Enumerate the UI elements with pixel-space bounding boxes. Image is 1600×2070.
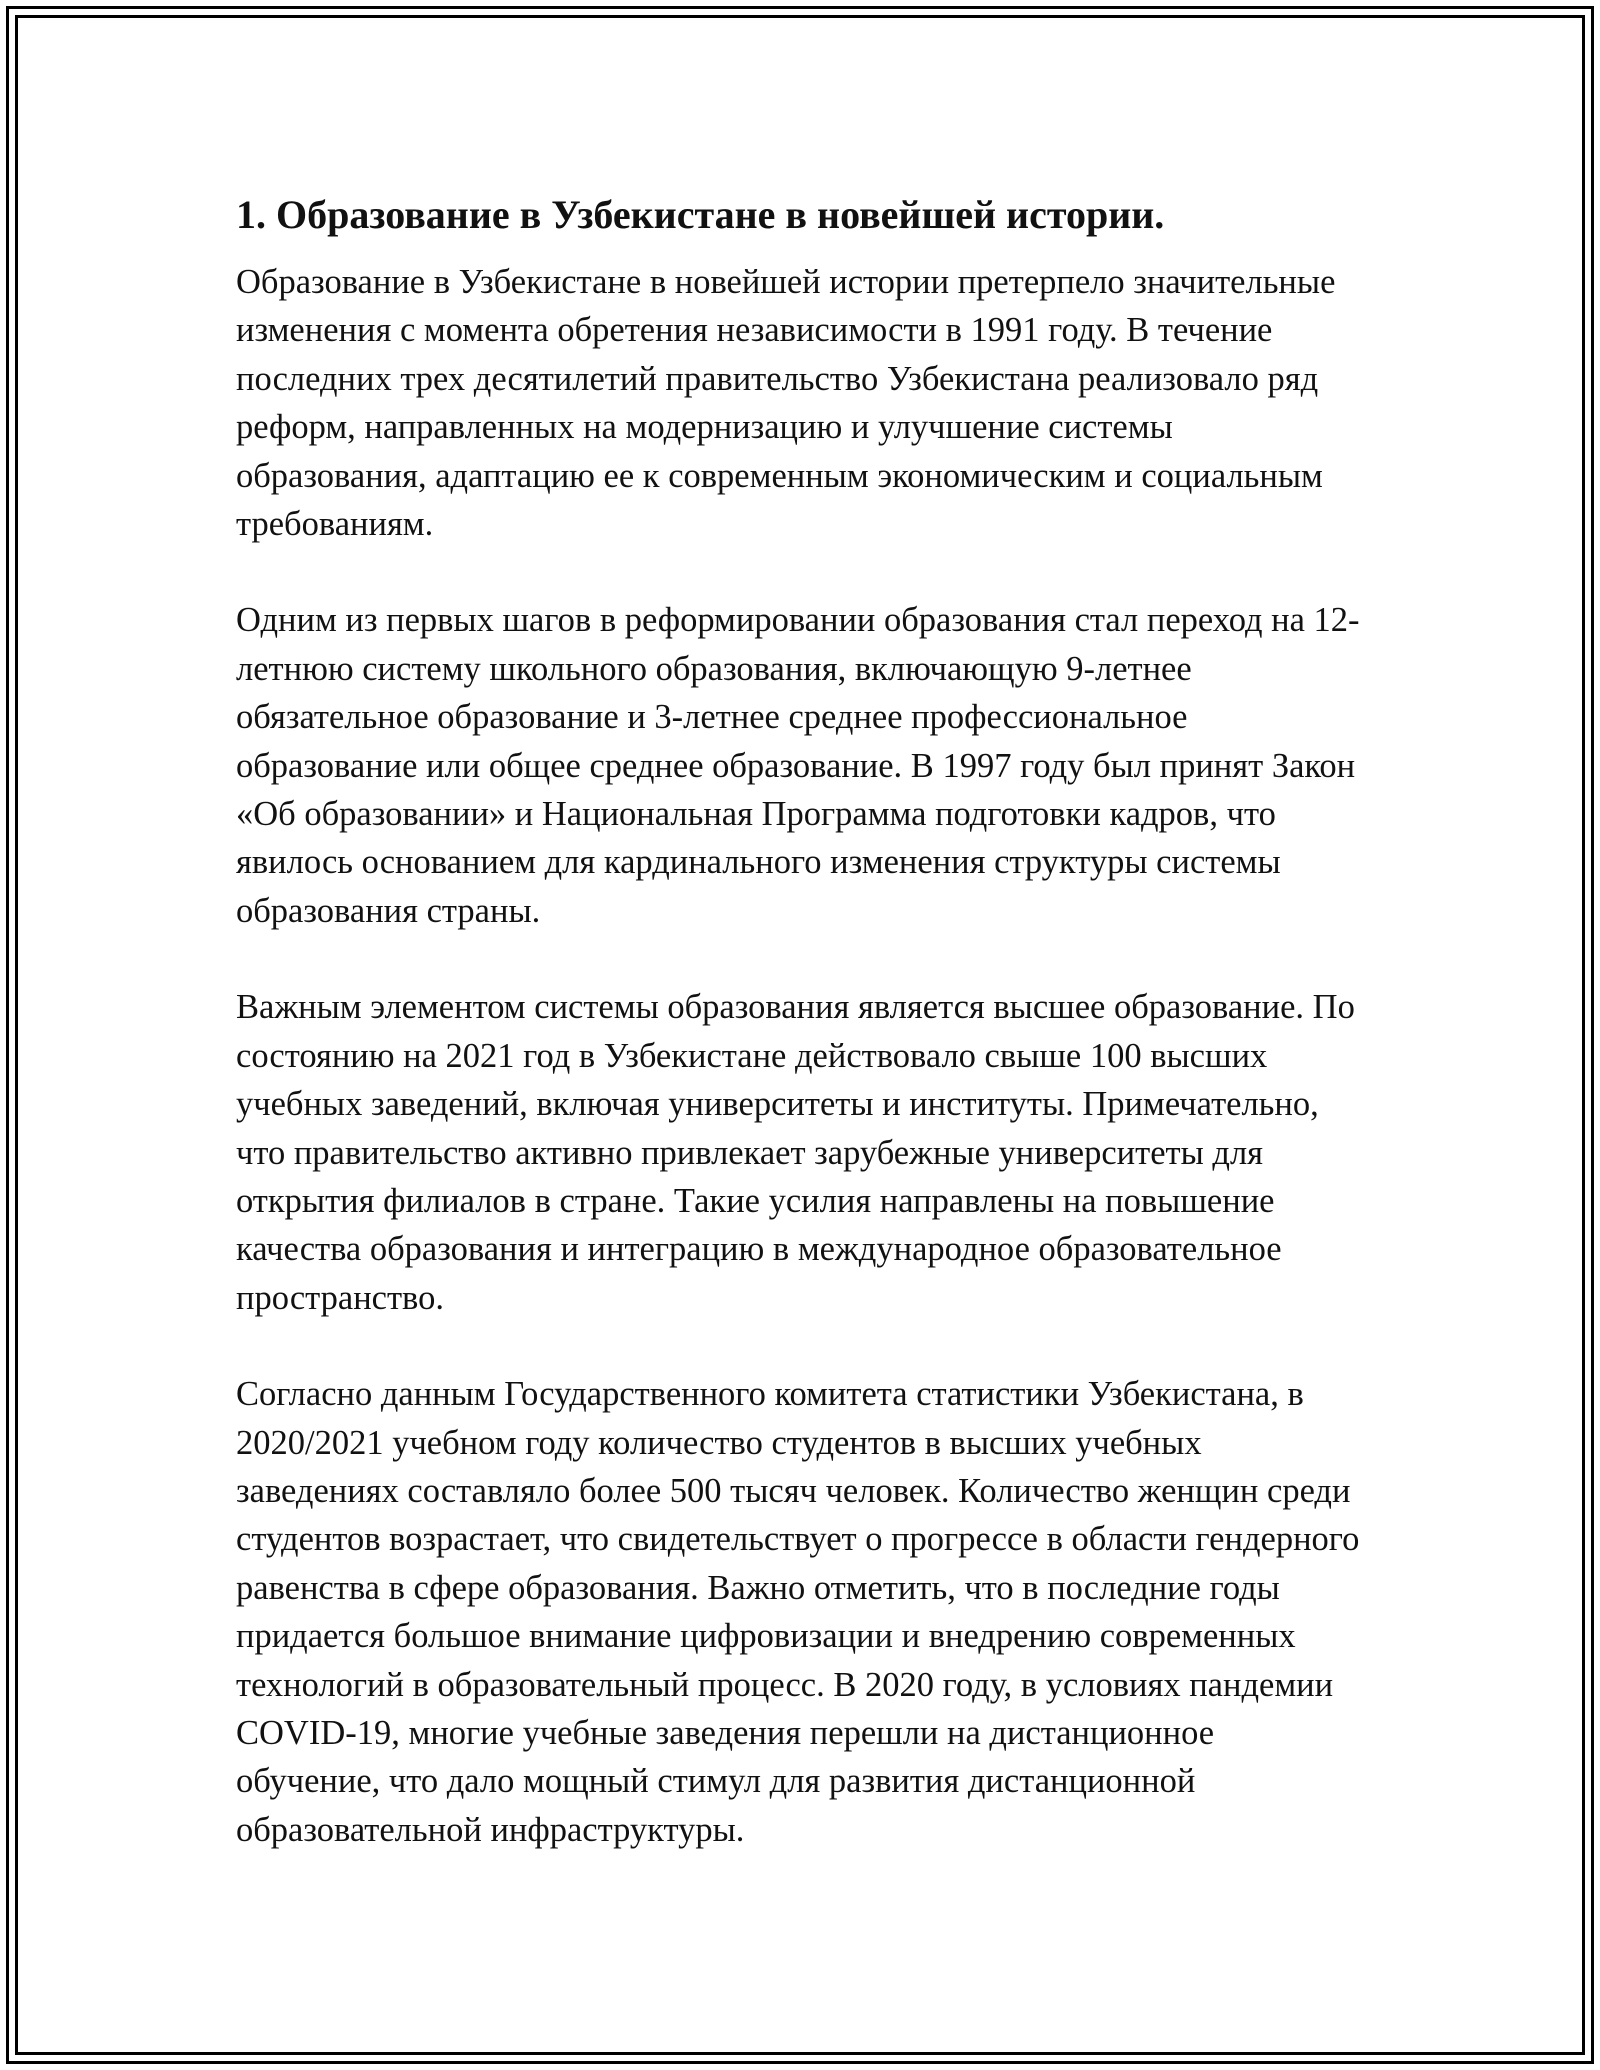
paragraph-statistics: Согласно данным Государственного комитета статистики Узбекистана, в 2020/2021 учебном году количество студентов в высших учебных заведениях составляло более 500 тысяч человек. Количество женщин среди студентов возрастает, что свидетельствует о прогрессе в области гендерного равенства в сфере образования. Важно отметить, что в последние годы придается большое внимание цифровизации и внедрению современных технологий в образовательный процесс. В 2020 году, в условиях пандемии COVID-19, многие учебные заведения перешли на дистанционное обучение, что дало мощный стимул для развития дистанционной образовательной инфраструктуры.	[236, 1375, 1360, 1849]
document-body	[236, 186, 1366, 1854]
section-heading: 1. Образование в Узбекистане в новейшей истории.	[236, 192, 1165, 237]
paragraph-higher-education: Важным элементом системы образования является высшее образование. По состоянию на 2021 год в Узбекистане действовало свыше 100 высших учебных заведений, включая университеты и институты. Примечательно, что правительство активно привлекает зарубежные университеты для открытия филиалов в стране. Такие усилия направлены на повышение качества образования и интеграцию в международное образовательное пространство.	[236, 988, 1355, 1317]
paragraph-independence-reforms: Образование в Узбекистане в новейшей истории претерпело значительные изменения с момента обретения независимости в 1991 году. В течение последних трех десятилетий правительство Узбекистана реализовало ряд реформ, направленных на модернизацию и улучшение системы образования, адаптацию ее к современным экономическим и социальным требованиям.	[236, 263, 1336, 544]
paragraph-school-system: Одним из первых шагов в реформировании образования стал переход на 12-летнюю систему школьного образования, включающую 9-летнее обязательное образование и 3-летнее среднее профессиональное образование или общее среднее образование. В 1997 году был принят Закон «Об образовании» и Национальная Программа подготовки кадров, что явилось основанием для кардинального изменения структуры системы образования страны.	[236, 601, 1360, 930]
